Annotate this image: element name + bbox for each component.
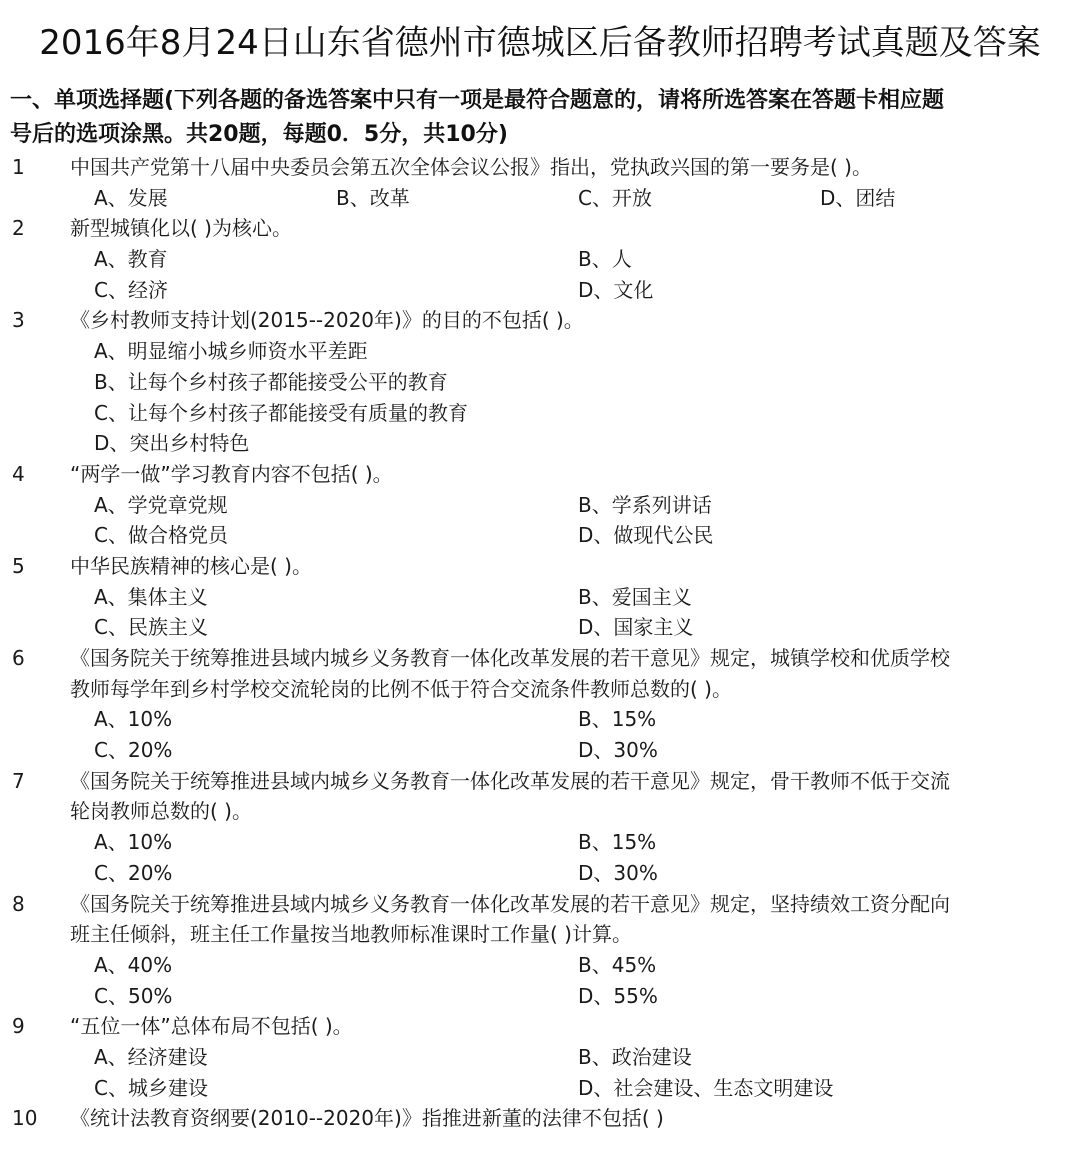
question-list: [0, 152, 1080, 1134]
question-number: 4: [12, 461, 25, 486]
options-row: [0, 1073, 1080, 1104]
answer-option: C、城乡建设: [94, 1075, 208, 1100]
question-text: 《乡村教师支持计划(2015--2020年)》的目的不包括( )。: [70, 308, 584, 333]
question-stem-line: [0, 643, 1080, 674]
answer-option: B、政治建设: [578, 1044, 692, 1069]
options-row: [0, 275, 1080, 306]
answer-option: A、集体主义: [94, 584, 208, 609]
question-text: “两学一做”学习教育内容不包括( )。: [70, 461, 393, 486]
answer-option: A、教育: [94, 247, 168, 272]
answer-option: D、文化: [578, 277, 654, 302]
question-text: 班主任倾斜，班主任工作量按当地教师标准课时工作量( )计算。: [70, 922, 632, 947]
options-row: [0, 612, 1080, 643]
question-number: 5: [12, 553, 25, 578]
question-text: “五位一体”总体布局不包括( )。: [70, 1014, 353, 1039]
options-row: [0, 183, 1080, 214]
answer-option: B、让每个乡村孩子都能接受公平的教育: [94, 369, 448, 394]
answer-option: D、30%: [578, 738, 658, 763]
question-number: 10: [12, 1106, 38, 1131]
options-row: [0, 981, 1080, 1012]
answer-option: C、让每个乡村孩子都能接受有质量的教育: [94, 400, 468, 425]
question-text: 中国共产党第十八届中央委员会第五次全体会议公报》指出，党执政兴国的第一要务是( )。: [70, 155, 872, 179]
answer-option: D、30%: [578, 860, 658, 885]
question-item: [0, 1103, 1080, 1134]
answer-option: C、经济: [94, 277, 168, 302]
answer-option: D、突出乡村特色: [94, 431, 250, 456]
options-row: [0, 827, 1080, 858]
question-text: 《国务院关于统筹推进县域内城乡义务教育一体化改革发展的若干意见》规定，城镇学校和优质学校: [70, 646, 950, 670]
question-stem-line: [0, 551, 1080, 582]
answer-option: B、45%: [578, 952, 657, 977]
question-stem-line: [0, 889, 1080, 920]
options-row: [0, 950, 1080, 981]
options-row: [0, 735, 1080, 766]
question-text: 《统计法教育资纲要(2010--2020年)》指推进新董的法律不包括( ): [70, 1106, 664, 1131]
question-stem-line: [0, 152, 1080, 183]
answer-option: D、国家主义: [578, 615, 694, 640]
options-row: [0, 520, 1080, 551]
question-text: 教师每学年到乡村学校交流轮岗的比例不低于符合交流条件教师总数的( )。: [70, 676, 732, 701]
question-item: [0, 1011, 1080, 1103]
answer-option: D、55%: [578, 983, 658, 1008]
answer-option: C、民族主义: [94, 615, 208, 640]
options-row: [0, 367, 1080, 398]
answer-option: A、40%: [94, 952, 173, 977]
options-row: [0, 704, 1080, 735]
answer-option: B、15%: [578, 707, 657, 732]
answer-option: A、学党章党规: [94, 492, 228, 517]
answer-option: A、10%: [94, 830, 173, 855]
answer-option: A、明显缩小城乡师资水平差距: [94, 339, 368, 364]
question-item: [0, 152, 1080, 213]
section-heading: [10, 84, 1070, 152]
document-title: 2016年8月24日山东省德州市德城区后备教师招聘考试真题及答案: [39, 23, 1041, 63]
options-row: [0, 398, 1080, 429]
question-item: [0, 766, 1080, 889]
question-text: 中华民族精神的核心是( )。: [70, 553, 312, 578]
question-item: [0, 551, 1080, 643]
options-row: [0, 490, 1080, 521]
answer-option: D、团结: [820, 185, 896, 210]
answer-option: A、发展: [94, 185, 168, 210]
question-stem-continuation: [0, 796, 1080, 827]
question-number: 9: [12, 1014, 25, 1039]
answer-option: C、20%: [94, 738, 173, 763]
answer-option: D、社会建设、生态文明建设: [578, 1075, 834, 1100]
question-text: 轮岗教师总数的( )。: [70, 799, 252, 824]
options-row: [0, 1042, 1080, 1073]
question-item: [0, 305, 1080, 458]
question-number: 8: [12, 891, 25, 916]
answer-option: B、15%: [578, 830, 657, 855]
section-heading-line-2: 号后的选项涂黑。共20题，每题0．5分，共10分): [10, 122, 508, 147]
question-stem-line: [0, 766, 1080, 797]
question-number: 1: [12, 155, 25, 179]
answer-option: C、20%: [94, 860, 173, 885]
answer-option: D、做现代公民: [578, 523, 714, 548]
question-stem-continuation: [0, 919, 1080, 950]
question-number: 2: [12, 216, 25, 241]
question-stem-line: [0, 1011, 1080, 1042]
answer-option: B、人: [578, 247, 632, 272]
answer-option: A、经济建设: [94, 1044, 208, 1069]
options-row: [0, 582, 1080, 613]
answer-option: C、开放: [578, 185, 652, 210]
question-text: 《国务院关于统筹推进县域内城乡义务教育一体化改革发展的若干意见》规定，骨干教师不低于交流: [70, 768, 950, 793]
question-item: [0, 643, 1080, 766]
question-number: 7: [12, 768, 25, 793]
options-row: [0, 244, 1080, 275]
question-stem-line: [0, 213, 1080, 244]
answer-option: B、改革: [336, 185, 410, 210]
question-item: [0, 213, 1080, 305]
options-row: [0, 858, 1080, 889]
question-number: 3: [12, 308, 25, 333]
question-item: [0, 459, 1080, 551]
answer-option: C、50%: [94, 983, 173, 1008]
answer-option: B、爱国主义: [578, 584, 692, 609]
question-item: [0, 889, 1080, 1012]
options-row: [0, 336, 1080, 367]
question-number: 6: [12, 646, 25, 670]
question-text: 新型城镇化以( )为核心。: [70, 216, 292, 241]
question-stem-line: [0, 305, 1080, 336]
question-text: 《国务院关于统筹推进县域内城乡义务教育一体化改革发展的若干意见》规定，坚持绩效工资分配向: [70, 891, 950, 916]
options-row: [0, 428, 1080, 459]
section-heading-line-1: 一、单项选择题(下列各题的备选答案中只有一项是最符合题意的，请将所选答案在答题卡相应题: [10, 88, 945, 113]
answer-option: A、10%: [94, 707, 173, 732]
question-stem-line: [0, 459, 1080, 490]
answer-option: C、做合格党员: [94, 523, 228, 548]
question-stem-continuation: [0, 674, 1080, 705]
answer-option: B、学系列讲话: [578, 492, 712, 517]
question-stem-line: [0, 1103, 1080, 1134]
